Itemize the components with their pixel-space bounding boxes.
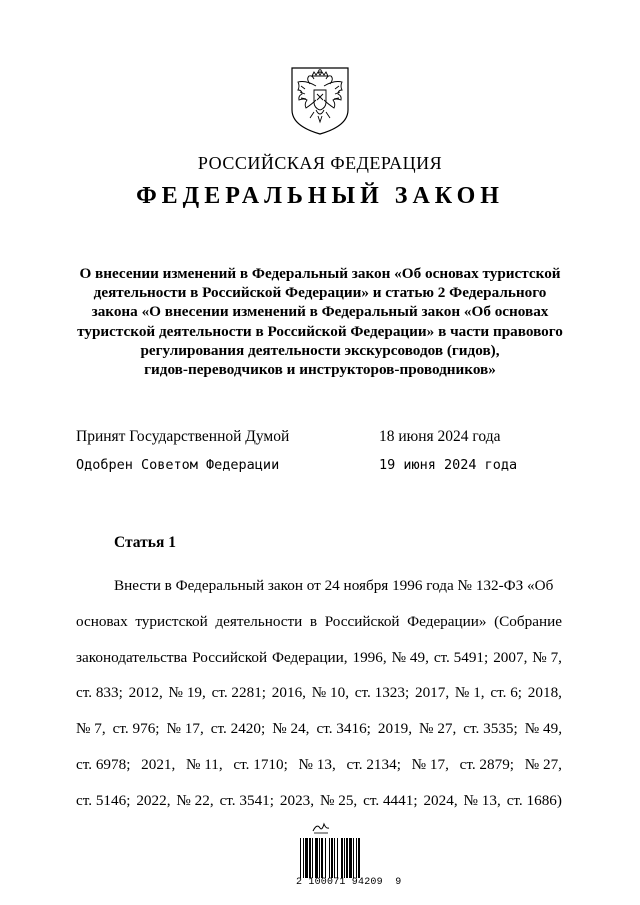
law-title-line: О внесении изменений в Федеральный закон «Об основах туристской [79, 265, 561, 282]
article-word: ст. 4441; [363, 791, 418, 809]
council-approval-label: Одобрен Советом Федерации [76, 457, 280, 473]
barcode-bar [303, 838, 304, 878]
article-word: ст. 6; [490, 684, 523, 702]
article-word: № 22, [176, 791, 214, 809]
article-word: деятельности [215, 612, 303, 630]
barcode-bar [321, 838, 323, 878]
article-word: ст. 5146; [76, 791, 131, 809]
article-word: ст. 2134; [346, 755, 401, 773]
barcode-bar [353, 838, 354, 878]
barcode-bar [300, 838, 301, 878]
article-word: (Собрание [494, 612, 562, 630]
signature-mark-icon [311, 820, 331, 834]
law-title-line: закона «О внесении изменений в Федеральный закон «Об основах [91, 303, 549, 321]
article-word: № 19, [168, 684, 206, 702]
barcode-bar [309, 838, 311, 878]
barcode-bar [344, 838, 345, 878]
article-word: № 49, [391, 648, 429, 666]
barcode-bar [334, 838, 335, 878]
article-word: № 17, [411, 755, 449, 773]
barcode-bar [358, 838, 360, 878]
coat-of-arms-emblem [288, 64, 352, 136]
article-body [76, 568, 562, 819]
article-word: ст. 1323; [354, 684, 410, 702]
country-name: РОССИЙСКАЯ ФЕДЕРАЦИЯ [197, 153, 443, 173]
barcode-bar [305, 838, 308, 878]
article-heading: Статья 1 [114, 534, 176, 551]
article-word: 2018, [527, 684, 562, 702]
article-line [76, 675, 562, 711]
barcode-bar [356, 838, 357, 878]
article-word: туристской [135, 612, 208, 630]
barcode-block [296, 820, 402, 892]
article-line [76, 711, 562, 747]
article-word: 2007, [493, 648, 528, 666]
article-word: 2024, [423, 791, 458, 809]
article-line [76, 568, 562, 604]
barcode-icon [296, 838, 392, 878]
barcode-bar [331, 838, 333, 878]
barcode-bar [325, 838, 326, 878]
article-word: 2022, [136, 791, 171, 809]
article-line [76, 640, 562, 676]
article-word: 2023, [279, 791, 315, 809]
article-word: 2019, [377, 720, 413, 738]
article-word: Внести в Федеральный закон от 24 ноября 1996 года № 132-ФЗ «Об [114, 577, 554, 594]
article-word: ст. 3416; [316, 720, 371, 738]
barcode-bar [319, 838, 320, 878]
article-word: ст. 5491; [433, 648, 489, 666]
article-word: ст. 1710; [233, 755, 288, 773]
article-word: 2021, [141, 755, 176, 773]
article-word: ст. 2281; [211, 684, 267, 702]
article-word: № 10, [311, 684, 350, 702]
law-title [60, 264, 580, 379]
duma-adoption-row [76, 428, 576, 446]
article-word: № 1, [454, 684, 485, 702]
article-word: 2017, [414, 684, 450, 702]
barcode-bar [337, 838, 338, 878]
article-word: № 13, [463, 791, 501, 809]
article-word: ст. 976; [112, 720, 160, 738]
article-word: Федерации, [272, 648, 348, 666]
article-word: № 13, [298, 755, 336, 773]
article-word: ст. 3541; [219, 791, 274, 809]
article-word: № 11, [185, 755, 223, 773]
article-word: № 24, [272, 720, 310, 738]
document-type-heading: ФЕДЕРАЛЬНЫЙ ЗАКОН [136, 183, 504, 209]
article-line [76, 747, 562, 783]
article-word: Российской [324, 612, 400, 630]
article-word: № 17, [166, 720, 204, 738]
article-word: № 49, [524, 720, 562, 738]
article-word: № 7, [532, 648, 562, 666]
article-word: Российской [192, 648, 268, 666]
article-word: законодательства [76, 648, 188, 666]
article-word: ст. 6978; [76, 755, 131, 773]
barcode-bar [329, 838, 330, 878]
article-word: в [309, 612, 318, 630]
barcode-bar [341, 838, 343, 878]
law-title-line: туристской деятельности в Российской Федерации» в части правового [77, 322, 563, 340]
duma-adoption-date: 18 июня 2024 года [379, 428, 501, 445]
law-title-line: деятельности в Российской Федерации» и статью 2 Федерального [93, 284, 547, 302]
law-title-line: регулирования деятельности экскурсоводов (гидов), [140, 341, 500, 359]
barcode-number: 2 100071 94209 9 [296, 877, 402, 888]
article-word: № 25, [319, 791, 358, 809]
article-word: ст. 2879; [459, 755, 515, 773]
article-word: Федерации» [407, 612, 487, 630]
article-word: основах [76, 612, 128, 630]
article-word: 2016, [271, 684, 306, 702]
barcode-bar [346, 838, 348, 878]
article-line [76, 604, 562, 640]
article-word: № 7, [76, 720, 106, 738]
duma-adoption-label: Принят Государственной Думой [76, 428, 290, 445]
article-word: 1996, [352, 648, 387, 666]
article-word: ст. 2420; [210, 720, 266, 738]
council-approval-row [76, 457, 576, 473]
article-word: ст. 833; [76, 684, 123, 702]
article-word: 2012, [128, 684, 163, 702]
barcode-bar [312, 838, 313, 878]
article-word: ст. 3535; [463, 720, 518, 738]
barcode-bar [315, 838, 318, 878]
barcode-bar [349, 838, 352, 878]
law-title-line: гидов-переводчиков и инструкторов-проводников» [144, 361, 496, 379]
article-line [76, 783, 562, 819]
council-approval-date: 19 июня 2024 года [379, 457, 518, 473]
article-word: ст. 1686) [506, 791, 562, 809]
article-word: № 27, [524, 755, 562, 773]
article-word: № 27, [419, 720, 457, 738]
